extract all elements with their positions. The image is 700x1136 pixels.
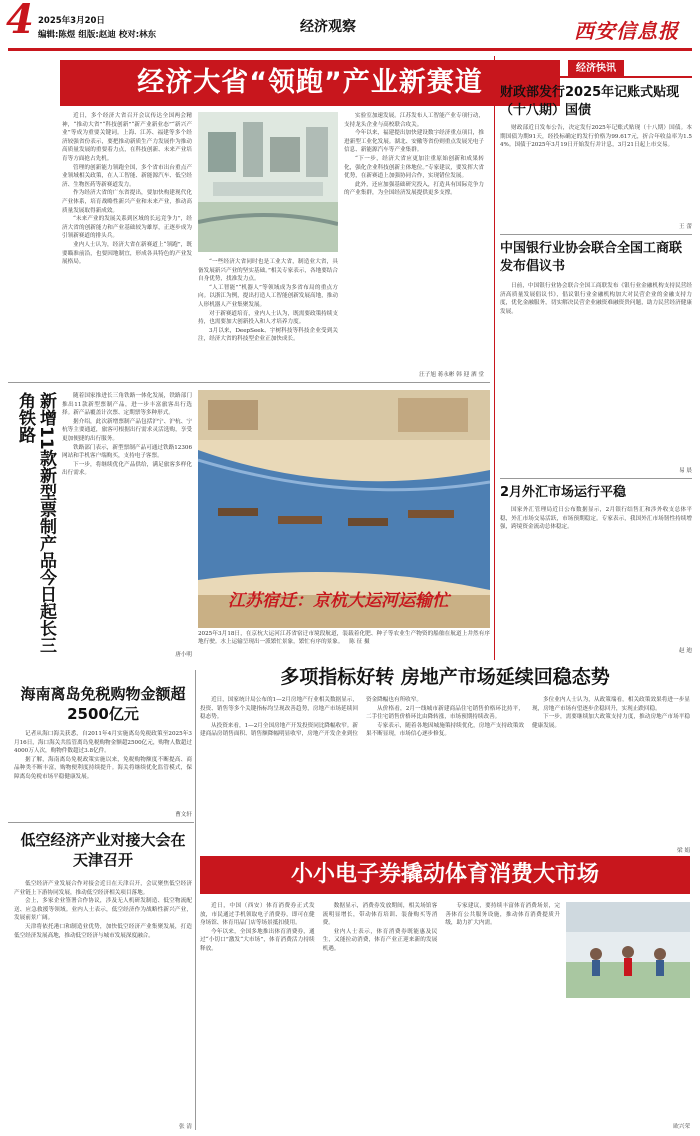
quick-news-item-headline: 2月外汇市场运行平稳 [500,485,627,500]
lead-paragraph: 3月以来，DeepSeek、宇树科技等科技企业受到关注，经济大省的科技型企业正加快成长。 [198,327,338,343]
quick-news-label: 经济快讯 [568,60,624,78]
low-altitude-headline: 低空经济产业对接大会在天津召开 [20,831,186,869]
voucher-photo [566,902,690,998]
rail-paragraph: 据介绍，此次新增票制产品包括沪宁、沪杭、宁杭等主要通道，旅客可根据出行需求灵活选购，享受更加便捷的出行服务。 [62,418,192,442]
lead-paragraph: 今年以来，福建提出加快建设数字经济重点项目，推进新型工业化发展。湖北、安徽等省份则重点发展光电子信息、新能源汽车等产业集群。 [344,130,484,154]
editors-line: 编辑:陈煜 组版:赵迪 校对:林东 [38,30,157,40]
low-altitude-paragraph: 天津将依托港口和制造业优势，加快低空经济产业集聚发展，打造低空经济发展高地，推动低空经济与城市发展深度融合。 [14,923,192,939]
date-line: 2025年3月20日 [38,16,105,26]
hainan-byline: 曹文轩 [175,812,192,818]
lead-paragraph: 对于新赛道培育，业内人士认为，既需要政策持续支持，也需要加大创新投入和人才培养力度。 [198,310,338,326]
divider [8,382,490,383]
lead-left-column [62,112,192,380]
rail-paragraph: 铁路部门表示，新型票制产品可通过铁路12306网站和手机客户端购买，支持电子客票。 [62,444,192,460]
low-altitude-paragraph: 会上，多家企业签署合作协议，涉及无人机研发制造、低空物流配送、应急救援等领域。业内人士表示，低空经济作为战略性新兴产业，发展前景广阔。 [14,898,192,922]
divider [500,234,692,235]
low-altitude-body [14,880,192,1120]
lead-headline-banner [60,60,560,106]
property-paragraph: 多位业内人士认为，从政策端看，相关政策效果将进一步显现，房地产市场有望逐步企稳回升，实现止跌回稳。 [532,697,690,712]
lead-middle-column [198,258,338,380]
property-paragraph: 下一步，需要继续加大政策支持力度，推动房地产市场平稳健康发展。 [532,714,690,729]
hainan-paragraph: 记者从海口海关获悉，自2011年4月实施离岛免税政策至2025年3月16日，海口海关共监管离岛免税购物金额超2500亿元，购物人数超过4000万人次，购物件数超过3.8亿件。 [14,731,192,755]
page-number: 4 [6,0,34,43]
voucher-paragraph: 近日，中国（西安）体育消费券正式发放，市民通过手机领取电子消费券，即可在健身场馆、体育用品门店等场景抵扣使用。 [200,903,315,927]
property-paragraph: 专家表示，随着各地因城施策持续优化，房地产支持政策效果不断显现，市场信心逐步修复。 [366,722,524,738]
section-title: 经济观察 [300,19,356,35]
hainan-paragraph: 据了解，海南离岛免税政策实施以来，免税购物额度不断提高、商品种类不断丰富，购物便利度持续提升。海关将继续优化监管模式，保障离岛免税市场平稳健康发展。 [14,756,192,780]
low-altitude-byline: 张 清 [179,1124,192,1130]
quick-news-item-text: 国家外汇管理局近日公布数据显示，2月银行结售汇和涉外收支总体平稳，外汇市场交易活跃，市场预期稳定。专家表示，我国外汇市场韧性持续增强，跨境资金流动总体稳定。 [500,507,692,531]
lead-paragraph: 作为经济大省的广东省提出，要加快构建现代化产业体系，培育战略性新兴产业和未来产业，推动高质量发展取得新成效。 [62,190,192,214]
photo-caption [198,630,490,656]
rail-headline [14,392,58,662]
property-headline: 多项指标好转 房地产市场延续回稳态势 [280,666,610,688]
divider [8,822,194,823]
rail-paragraph: 下一步，将继续优化产品供给，满足旅客多样化出行需求。 [62,461,192,477]
lead-paragraph: 近日，多个经济大省召开会议传达全国两会精神，“推动大省”“科技创新”“新产业新业态”“新兴产业”等成为重要关键词。上海、江苏、福建等多个经济较强省份表示，要把推动新质生产力发展作为推动高质量发展的重要着力点，在科技创新、未来产业培育等方面抢占先机。 [62,113,192,162]
lead-paragraph: “一些经济大省同时也是工业大省，制造业大省，具备发展新兴产业的坚实基础。”相关专家表示，各地要结合自身优势，找准发力点。 [198,259,338,283]
quick-news-item-byline: 王 蕾 [679,224,692,230]
canal-photo [198,390,490,628]
property-paragraph: 从投资来看，1—2月全国房地产开发投资同比降幅收窄。新建商品房销售面积、销售额降幅明显收窄，房地产开发企业到位资金降幅也有所收窄。 [200,697,422,738]
photo-credit: 陈 征 摄 [349,639,370,645]
voucher-headline-box [200,856,690,894]
voucher-byline: 欧兴荣 [673,1124,690,1130]
lead-paragraph: 实验室加速发展。江苏发布人工智能产业专项行动，支持龙头企业与高校联合攻关。 [344,113,484,128]
lead-paragraph: 业内人士认为，经济大省在新赛道上“领跑”，既要瞄准前沿，也要因地制宜，形成各具特色的产业发展格局。 [62,241,192,266]
lead-right-column [344,112,484,370]
quick-news-item-text: 财政部近日发布公告，决定发行2025年记账式贴现（十八期）国债。本期国债为期91天，经投标确定的发行价格为99.617元，折合年收益率为1.54%。国债于2025年3月19日开始发行并计息，3月21日起上市交易。 [500,125,692,149]
voucher-paragraph: 数据显示，消费券发放期间，相关场馆客流明显增长，带动体育培训、装备购买等消费。 [322,903,438,927]
voucher-paragraph: 今年以来，全国多地推出体育消费券，通过“小切口”激发“大市场”，体育消费活力持续释放。 [200,928,315,952]
quick-news-item-text: 日前，中国银行业协会联合全国工商联发布《银行业金融机构支持民营经济高质量发展倡议书》，倡议银行业金融机构加大对民营企业的金融支持力度，优化金融服务，切实解决民营企业融资难融资贵问题，助力民营经济健康发展。 [500,283,692,315]
photo-caption-text: 2025年3月18日，在京杭大运河江苏省宿迁市境段航道，装载着化肥、种子等农业生产物资的船舶在航道上井然有序地行驶。水上运输呈现出一派繁忙景象，繁忙有序的景象。 [198,631,490,645]
quick-news-item-headline: 中国银行业协会联合全国工商联发布倡议书 [500,241,683,274]
voucher-paragraph: 业内人士表示，体育消费券既能惠及民生，又能拉动消费，体育产业正迎来新的发展机遇。 [322,928,438,952]
quick-news-item-headline: 财政部发行2025年记账式贴现（十八期）国债 [500,85,680,118]
hainan-body [14,730,192,810]
divider [500,478,692,479]
lead-paragraph: 此外，还应加强基础研究投入，打造具有国际竞争力的产业集群，为全国经济发展提供更多支撑。 [344,181,484,197]
voucher-body [200,902,560,1126]
voucher-paragraph: 专家建议，要持续丰富体育消费场景，完善体育公共服务设施，推动体育消费提质升级，助力扩大内需。 [445,903,560,927]
quick-news-item-byline: 赵 迪 [679,648,692,654]
property-body [200,696,690,844]
rail-headline-text: 新增11款新型票制产品今日起长三角铁路 [15,392,56,654]
masthead [0,0,700,54]
rail-byline: 唐小明 [175,652,192,658]
quick-news-header [500,60,692,78]
paper-name-logo: 西安信息报 [574,19,679,43]
lead-paragraph: 管理的创新能力领跑全国，多个省市出台重点产业领域相关政策，在人工智能、新能源汽车、低空经济、生物医药等新赛道发力。 [62,164,192,188]
lead-illustration [198,112,338,252]
vertical-divider [195,670,196,1130]
quick-news-item-byline: 易 晨 [679,468,692,474]
rail-paragraph: 随着国家推进长三角铁路一体化发展，铁路部门推出11款新型票制产品，进一步丰富旅客出行选择。新产品覆盖计次票、定期票等多种形式。 [62,393,192,417]
rail-body [62,392,192,648]
property-paragraph: 从价格看，2月一线城市新建商品住宅销售价格环比持平，二手住宅销售价格环比由降转涨，市场预期持续改善。 [366,705,524,721]
lead-headline: 经济大省“领跑”产业新赛道 [137,67,483,98]
lead-paragraph: “人工智能”“机器人”等领域成为多省布局的重点方向。以浙江为例，提出打造人工智能创新发展高地，推动人形机器人产业集聚发展。 [198,284,338,308]
lead-paragraph: “未来产业的发展关系到区域的长远竞争力”，经济大省的创新能力和产业基础较为雄厚，正逐步成为引领新赛道的排头兵。 [62,216,192,240]
hainan-headline: 海南离岛免税购物金额超2500亿元 [20,685,186,723]
right-rail-rule [494,56,495,660]
lead-byline: 汪子旭 蒋永彬 韩 迎 洒 堂 [419,372,484,378]
low-altitude-paragraph: 低空经济产业发展合作对接会近日在天津召开，会议聚焦低空经济产业链上下游协同发展，推动低空经济相关项目落地。 [14,881,192,896]
masthead-rule [8,48,692,51]
voucher-headline: 小小电子券撬动体育消费大市场 [290,862,599,887]
property-paragraph: 近日，国家统计局公布的1—2月房地产行业相关数据显示，投资、销售等多个关键指标均呈现改善趋势，房地产市场延续回稳态势。 [200,697,358,721]
lead-paragraph: “下一步，经济大省应更加注重原始创新和成果转化，强化企业科技创新主体地位。”专家建议，要发挥大省优势，在新赛道上加强协同合作，实现错位发展。 [344,155,484,180]
property-byline: 梁 娟 [677,848,690,854]
photo-title: 江苏宿迁：京杭大运河运输忙 [228,591,449,611]
